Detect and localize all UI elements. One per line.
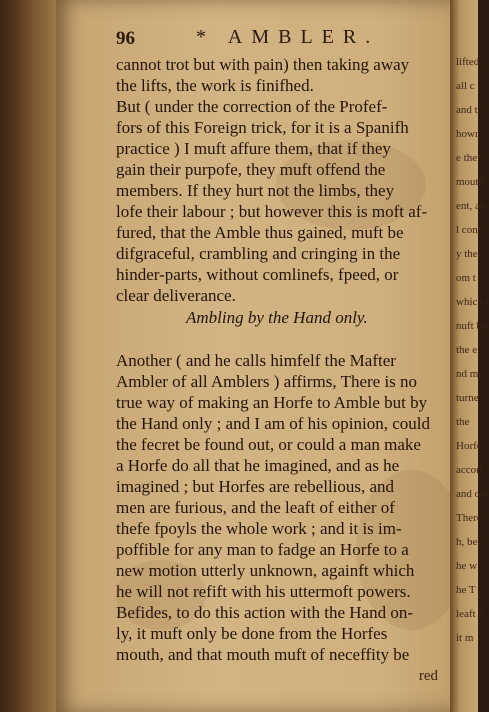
text-line: the lifts, the work is finifhed. <box>116 76 314 95</box>
text-line: But ( under the correction of the Profef- <box>116 97 388 116</box>
text-line: thefe fpoyls the whole work ; and it is im- <box>116 519 402 538</box>
next-page-fragment: the e <box>456 344 478 356</box>
next-page-fragment: l conf <box>456 224 482 236</box>
book-binding-gutter <box>0 0 60 712</box>
text-line: he will not refift with his uttermoft powers. <box>116 582 411 601</box>
text-line: cannot trot but with pain) then taking away <box>116 55 410 74</box>
next-page-fragment: the <box>456 416 470 428</box>
catchword: red <box>418 668 438 684</box>
next-page-fragment: e thef <box>456 152 481 164</box>
text-line: fors of this Foreign trick, for it is a Spanifh <box>116 118 409 137</box>
next-page-fragment: turne <box>456 392 479 404</box>
text-line: the fecret be found out, or could a man make <box>116 435 421 454</box>
next-page-fragment: all c <box>456 80 475 92</box>
text-line: gain their purpofe, they muft offend the <box>116 160 386 179</box>
next-page-fragment: nd mu <box>456 368 484 380</box>
text-line: mouth, and that mouth muft of neceffity be <box>116 645 410 664</box>
next-page-fragment: ent, an <box>456 200 486 212</box>
text-line: Another ( and he calls himfelf the Mafter <box>116 351 396 370</box>
text-line: lofe their labour ; but however this is moft af- <box>116 202 428 221</box>
text-line: new motion utterly unknown, againft which <box>116 561 415 580</box>
next-page-fragment: leaft a <box>456 608 484 620</box>
paragraph-2 <box>116 350 446 665</box>
next-page-fragment: and t <box>456 104 478 116</box>
page-number: 96 <box>116 28 135 49</box>
text-line: ly, it muft only be done from the Horfes <box>116 624 388 643</box>
next-page-fragment: y the <box>456 248 478 260</box>
next-page-edge <box>450 0 489 712</box>
text-line: a Horfe do all that he imagined, and as he <box>116 456 400 475</box>
next-page-fragment: h, bec <box>456 536 483 548</box>
next-page-fragment: lifted <box>456 56 480 68</box>
next-page-fragment: Horfe <box>456 440 482 452</box>
next-page-fragment: mouth <box>456 176 485 188</box>
next-page-fragment: om t <box>456 272 476 284</box>
text-line: poffible for any man to fadge an Horfe to a <box>116 540 409 559</box>
page-header <box>116 26 416 54</box>
text-line: practice ) I muft affure them, that if they <box>116 139 391 158</box>
text-line: fured, that the Amble thus gained, muft be <box>116 223 404 242</box>
next-page-fragment: and on <box>456 488 486 500</box>
text-line: imagined ; but Horfes are rebellious, and <box>116 477 395 496</box>
next-page-fragment: he T <box>456 584 476 596</box>
text-line: men are furious, and the leaft of either of <box>116 498 395 517</box>
text-line: true way of making an Horfe to Amble but by <box>116 393 428 412</box>
next-page-fragment: accou <box>456 464 482 476</box>
next-page-fragment: nuft be <box>456 320 487 332</box>
text-line: Befides, to do this action with the Hand on- <box>116 603 413 622</box>
running-head: * AMBLER. <box>196 26 380 48</box>
paragraph-1 <box>116 54 446 306</box>
next-page-fragment: which i <box>456 296 489 308</box>
next-page-fragment: it m <box>456 632 474 644</box>
text-line: Ambler of all Amblers ) affirms, There is no <box>116 372 418 391</box>
text-line: clear deliverance. <box>116 286 236 305</box>
next-page-fragment: howr <box>456 128 479 140</box>
text-line: difgraceful, crambling and cringing in the <box>116 244 401 263</box>
text-line: members. If they hurt not the limbs, they <box>116 181 395 200</box>
text-line: hinder-parts, without comlinefs, fpeed, or <box>116 265 399 284</box>
next-page-fragment: he w <box>456 560 478 572</box>
text-line: the Hand only ; and I am of his opinion, could <box>116 414 430 433</box>
section-heading: Ambling by the Hand only. <box>186 308 368 327</box>
next-page-fragment: There <box>456 512 482 524</box>
